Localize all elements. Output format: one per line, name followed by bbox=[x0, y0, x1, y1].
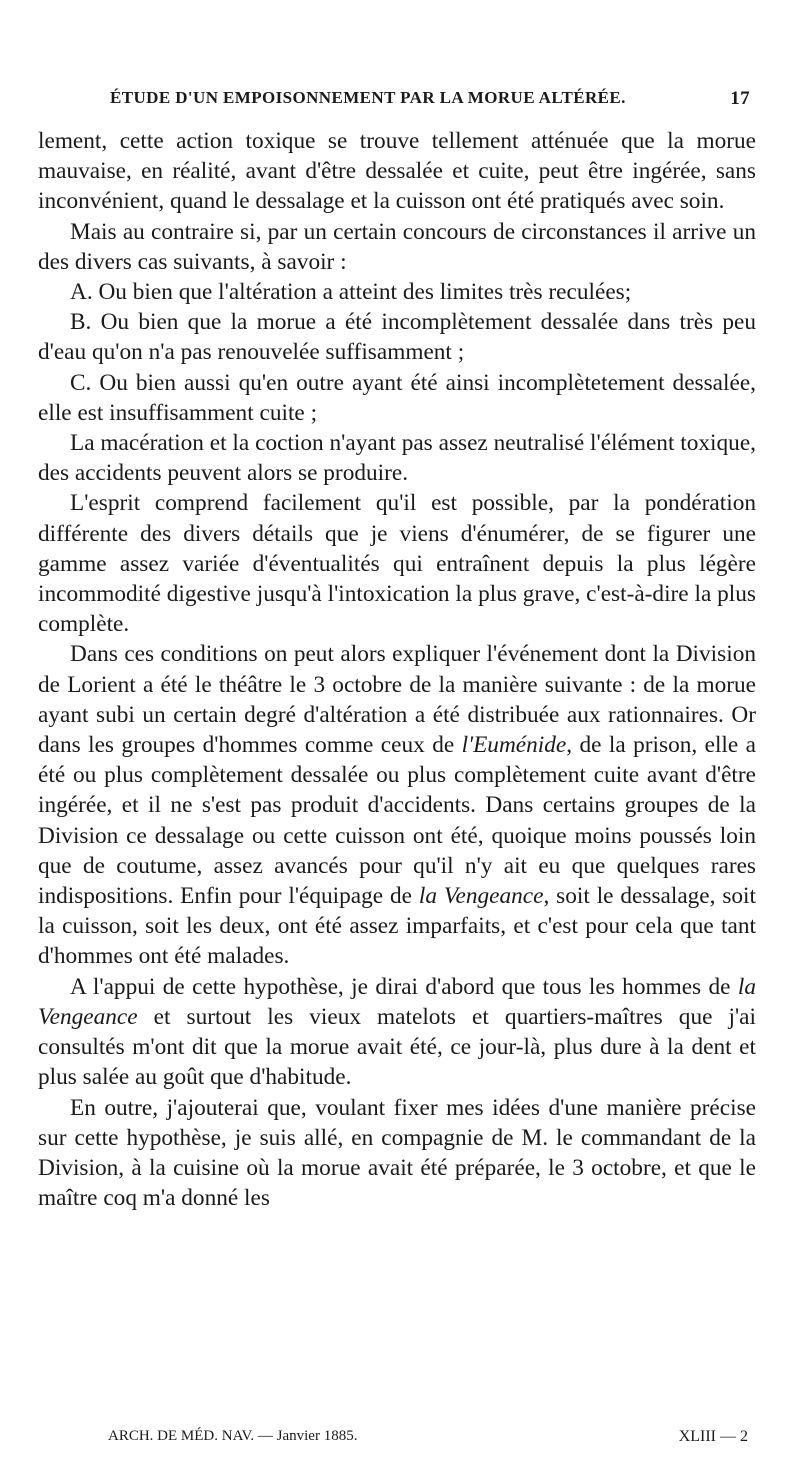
journal-citation: ARCH. DE MÉD. NAV. — Janvier 1885. bbox=[108, 1428, 358, 1444]
italic-ship-name: la Vengeance bbox=[38, 973, 756, 1030]
text-run: , de la prison, elle a été ou plus complètement dessalée ou plus complètement cuite avant d'être ingérée, et il ne s'est pas produit d'accidents. Dans certains groupes de la Division ce dessalage ou cette cuisson ont été, quoique moins poussés loin que de coutume, assez avancés pour qu'il n'y ait eu que quelques rares indispositions. Enfin pour l'équipage de bbox=[38, 732, 756, 910]
list-item-c: C. Ou bien aussi qu'en outre ayant été ainsi incomplètetement dessalée, elle est insuffisamment cuite ; bbox=[38, 369, 756, 426]
page-footer bbox=[108, 1428, 748, 1454]
italic-ship-name: la Vengeance bbox=[418, 883, 544, 910]
running-header bbox=[110, 88, 750, 118]
body-text bbox=[38, 126, 756, 1213]
italic-ship-name: l'Euménide bbox=[461, 732, 567, 759]
signature-mark: XLIII — 2 bbox=[678, 1428, 748, 1445]
text-run: et surtout les vieux matelots et quartiers-maîtres que j'ai consultés m'ont dit que la morue avait été, ce jour-là, plus dure à la dent et plus salée au goût que d'habitude. bbox=[38, 1003, 756, 1091]
text-run: , soit le dessalage, soit la cuisson, soit les deux, ont été assez imparfaits, et c'est pour cela que tant d'hommes ont été malades. bbox=[38, 883, 757, 970]
paragraph: L'esprit comprend facilement qu'il est possible, par la pondération différente des divers détails que je viens d'énumérer, de se figurer une gamme assez variée d'éventualités qui entraînent depuis la plus légère incommodité digestive jusqu'à l'intoxication la plus grave, c'est-à-dire la plus complète. bbox=[38, 490, 756, 638]
paragraph: Mais au contraire si, par un certain concours de circonstances il arrive un des divers cas suivants, à savoir : bbox=[38, 218, 756, 275]
paragraph bbox=[38, 639, 756, 971]
paragraph: lement, cette action toxique se trouve tellement atténuée que la morue mauvaise, en réalité, avant d'être dessalée et cuite, peut être ingérée, sans inconvénient, quand le dessalage et la cuisson ont été pratiqués avec soin. bbox=[38, 128, 756, 215]
text-run: Dans ces conditions on peut alors expliquer l'événement dont la Division de Lorient a été le théâtre le 3 octobre de la manière suivante : de la morue ayant subi un certain degré d'altération a été distribuée aux rationnaires. Or dans les groupes d'hommes comme ceux de bbox=[38, 641, 756, 759]
running-title: ÉTUDE D'UN EMPOISONNEMENT PAR LA MORUE ALTÉRÉE. bbox=[110, 88, 626, 107]
list-item-a: A. Ou bien que l'altération a atteint des limites très reculées; bbox=[70, 279, 632, 306]
paragraph: En outre, j'ajouterai que, voulant fixer mes idées d'une manière précise sur cette hypothèse, je suis allé, en compagnie de M. le commandant de la Division, à la cuisine où la morue avait été préparée, le 3 octobre, et que le maître coq m'a donné les bbox=[38, 1094, 756, 1212]
paragraph bbox=[38, 972, 756, 1093]
list-item-b: B. Ou bien que la morue a été incomplètement dessalée dans très peu d'eau qu'on n'a pas renouvelée suffisamment ; bbox=[38, 309, 756, 366]
paragraph: La macération et la coction n'ayant pas assez neutralisé l'élément toxique, des accidents peuvent alors se produire. bbox=[38, 430, 756, 487]
text-run: A l'appui de cette hypothèse, je dirai d'abord que tous les hommes de bbox=[70, 973, 738, 1000]
page-number: 17 bbox=[730, 88, 750, 109]
